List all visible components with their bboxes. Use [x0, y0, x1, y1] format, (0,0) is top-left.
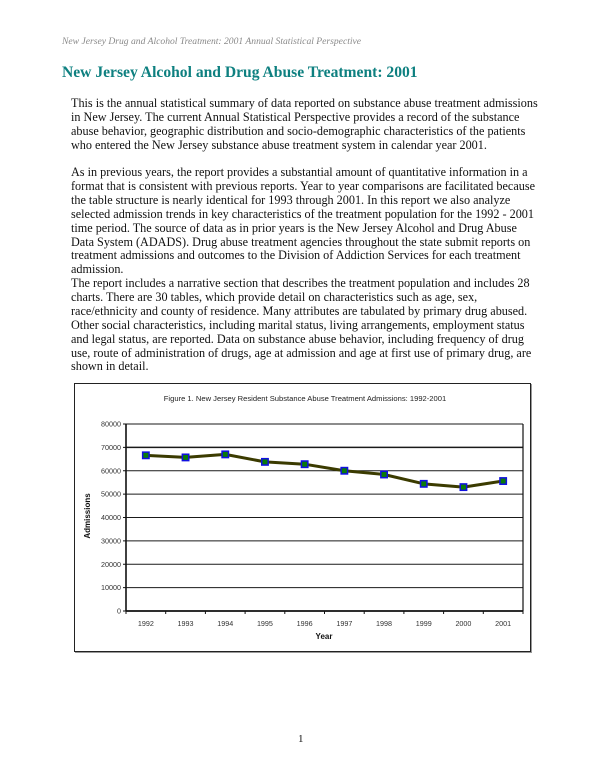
x-tick-label: 1999: [415, 619, 432, 628]
x-tick-label: 1994: [217, 619, 234, 628]
y-tick-label: 60000: [101, 466, 121, 476]
x-tick-label: 1992: [137, 619, 154, 628]
x-axis-label: Year: [315, 632, 333, 641]
paragraph-intro: This is the annual statistical summary of data reported on substance abuse treatment admissions in New Jersey. The current Annual Statistical Perspective provides a record of the substance abuse behavior, geographic distribution and socio-demographic characteristics of the patients who entered the New Jersey substance abuse treatment system in calendar year 2001.: [71, 96, 538, 152]
data-point-marker: [341, 468, 347, 474]
paragraph-previous-years: As in previous years, the report provides a substantial amount of quantitative information in a format that is consistent with previous reports. Year to year comparisons are facilitated because the table structure is nearly identical for 1993 through 2001. In this report we also analyze selected admission trends in key characteristics of the treatment population for the 1992 - 2001 time period. The source of data as in prior years is the New Jersey Alcohol and Drug Abuse Data System (ADADS). Drug abuse treatment agencies throughout the state submit reports on treatment admissions and outcomes to the Division of Addiction Services for each treatment admission.: [71, 165, 535, 277]
page-number: 1: [298, 733, 304, 745]
data-point-marker: [421, 481, 427, 487]
chart-gridlines: [126, 424, 523, 611]
data-point-marker: [143, 452, 149, 458]
y-tick-label: 0: [117, 606, 121, 616]
y-tick-label: 30000: [101, 536, 121, 546]
data-point-marker: [381, 471, 387, 477]
data-point-marker: [222, 451, 228, 457]
y-tick-label: 10000: [101, 583, 121, 593]
data-point-marker: [500, 478, 506, 484]
x-tick-label: 2001: [495, 619, 512, 628]
x-tick-label: 1998: [376, 619, 393, 628]
y-tick-label: 80000: [101, 419, 121, 429]
x-tick-label: 1993: [177, 619, 194, 628]
x-tick-label: 2000: [455, 619, 472, 628]
y-tick-label: 40000: [101, 513, 121, 522]
x-axis-ticks: [126, 611, 523, 628]
x-tick-label: 1996: [296, 619, 313, 628]
y-axis-ticks: [101, 420, 126, 616]
data-point-marker: [460, 484, 466, 490]
line-chart: [75, 384, 530, 651]
data-point-marker: [262, 459, 268, 465]
y-tick-label: 70000: [101, 442, 121, 452]
y-tick-label: 20000: [101, 559, 121, 569]
y-tick-label: 50000: [101, 489, 121, 499]
y-axis-label: Admissions: [83, 493, 92, 539]
running-header: New Jersey Drug and Alcohol Treatment: 2001 Annual Statistical Perspective: [62, 36, 362, 47]
data-point-marker: [301, 461, 307, 467]
page-title: New Jersey Alcohol and Drug Abuse Treatment: 2001: [62, 64, 418, 81]
data-point-marker: [182, 454, 188, 460]
x-tick-label: 1995: [256, 619, 273, 628]
paragraph-report-contents: The report includes a narrative section that describes the treatment population and includes 28 charts. There are 30 tables, which provide detail on characteristics such as age, sex, race/ethnicity and county of residence. Many attributes are tabulated by primary drug abused. Other social characteristics, including marital status, living arrangements, employment status and legal status, are reported. Data on substance abuse behavior, including frequency of drug use, route of administration of drugs, age at admission and age at first use of primary drug, are shown in detail.: [71, 276, 532, 374]
x-tick-label: 1997: [336, 619, 353, 628]
chart-title: Figure 1. New Jersey Resident Substance Abuse Treatment Admissions: 1992-2001: [163, 394, 447, 403]
figure-1-chart: [74, 383, 531, 652]
